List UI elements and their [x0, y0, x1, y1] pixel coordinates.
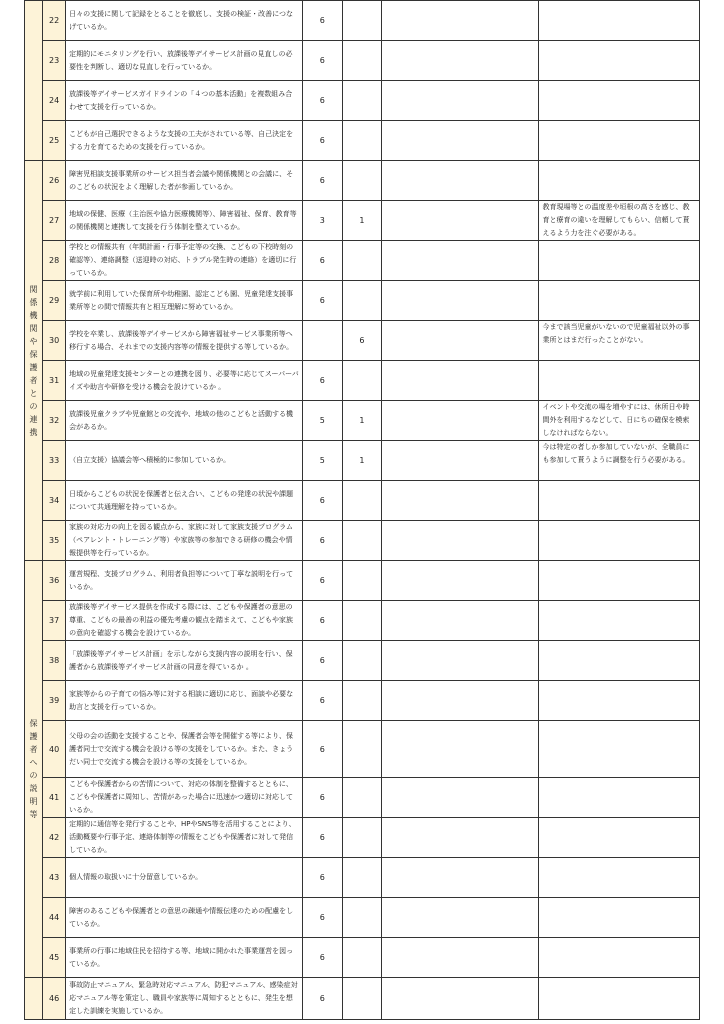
- item-number: 46: [43, 978, 66, 1020]
- remark-cell: [539, 898, 700, 938]
- yes-count: 6: [302, 241, 342, 281]
- unknown-cell: [382, 441, 539, 481]
- no-count: [342, 858, 381, 898]
- yes-count: 6: [302, 641, 342, 681]
- item-number: 44: [43, 898, 66, 938]
- remark-cell: [539, 641, 700, 681]
- unknown-cell: [382, 818, 539, 858]
- remark-cell: [539, 938, 700, 978]
- item-number: 32: [43, 401, 66, 441]
- item-text: 定期的にモニタリングを行い、放課後等デイサービス計画の見直しの必要性を判断し、適切な見直しを行っているか。: [66, 41, 303, 81]
- no-count: [342, 281, 381, 321]
- unknown-cell: [382, 721, 539, 778]
- table-row: [25, 818, 700, 858]
- no-count: [342, 41, 381, 81]
- unknown-cell: [382, 938, 539, 978]
- remark-cell: 今は特定の者しか参加していないが、全職員にも参加して貰うように調整を行う必要がある。: [539, 441, 700, 481]
- table-row: [25, 898, 700, 938]
- no-count: [342, 481, 381, 521]
- item-text: 就学前に利用していた保育所や幼稚園、認定こども園、児童発達支援事業所等との間で情報共有と相互理解に努めているか。: [66, 281, 303, 321]
- table-row: [25, 721, 700, 778]
- item-number: 22: [43, 1, 66, 41]
- unknown-cell: [382, 41, 539, 81]
- yes-count: 6: [302, 938, 342, 978]
- item-number: 45: [43, 938, 66, 978]
- table-row: [25, 161, 700, 201]
- table-row: [25, 1, 700, 41]
- item-number: 31: [43, 361, 66, 401]
- remark-cell: 教育現場等との温度差や垣根の高さを感じ、教育と療育の違いを理解してもらい、信頼して貰えるよう力を注ぐ必要がある。: [539, 201, 700, 241]
- table-row: [25, 441, 700, 481]
- item-text: 「放課後等デイサービス計画」を示しながら支援内容の説明を行い、保護者から放課後等デイサービス計画の同意を得ているか 。: [66, 641, 303, 681]
- item-number: 28: [43, 241, 66, 281]
- remark-cell: [539, 121, 700, 161]
- unknown-cell: [382, 281, 539, 321]
- category-label: 保護者への説明等: [29, 719, 38, 819]
- table-row: [25, 521, 700, 561]
- item-number: 29: [43, 281, 66, 321]
- table-row: [25, 681, 700, 721]
- item-number: 41: [43, 778, 66, 818]
- no-count: [342, 641, 381, 681]
- yes-count: 5: [302, 401, 342, 441]
- item-number: 38: [43, 641, 66, 681]
- item-number: 34: [43, 481, 66, 521]
- remark-cell: [539, 41, 700, 81]
- remark-cell: イベントや交流の場を増やすには、休所日や時間外を利用するなどして、日にちの確保を模索しなければならない。: [539, 401, 700, 441]
- no-count: [342, 898, 381, 938]
- remark-cell: [539, 241, 700, 281]
- item-number: 27: [43, 201, 66, 241]
- unknown-cell: [382, 201, 539, 241]
- no-count: [342, 818, 381, 858]
- unknown-cell: [382, 858, 539, 898]
- item-text: （自立支援）協議会等へ積極的に参加しているか。: [66, 441, 303, 481]
- remark-cell: [539, 681, 700, 721]
- item-text: 定期的に通信等を発行することや、HPやSNS等を活用することにより、活動概要や行事予定、連絡体制等の情報をこどもや保護者に対して発信しているか。: [66, 818, 303, 858]
- remark-cell: [539, 778, 700, 818]
- no-count: [342, 721, 381, 778]
- item-text: 障害児相談支援事業所のサービス担当者会議や関係機関との会議に、そのこどもの状況をよく理解した者が参画しているか。: [66, 161, 303, 201]
- remark-cell: [539, 721, 700, 778]
- unknown-cell: [382, 361, 539, 401]
- item-text: 学校との情報共有（年間計画・行事予定等の交換、こどもの下校時刻の確認等）、連絡調整（送迎時の対応、トラブル発生時の連絡）を適切に行っているか。: [66, 241, 303, 281]
- table-row: [25, 561, 700, 601]
- item-number: 24: [43, 81, 66, 121]
- no-count: 1: [342, 201, 381, 241]
- table-row: [25, 938, 700, 978]
- yes-count: 6: [302, 561, 342, 601]
- table-row: [25, 121, 700, 161]
- unknown-cell: [382, 521, 539, 561]
- yes-count: 6: [302, 978, 342, 1020]
- no-count: [342, 521, 381, 561]
- unknown-cell: [382, 81, 539, 121]
- no-count: [342, 121, 381, 161]
- no-count: 1: [342, 441, 381, 481]
- item-text: 日頃からこどもの状況を保護者と伝え合い、こどもの発達の状況や課題について共通理解を持っているか。: [66, 481, 303, 521]
- item-number: 37: [43, 601, 66, 641]
- unknown-cell: [382, 978, 539, 1020]
- no-count: [342, 601, 381, 641]
- yes-count: 6: [302, 1, 342, 41]
- no-count: [342, 561, 381, 601]
- remark-cell: [539, 858, 700, 898]
- remark-cell: [539, 521, 700, 561]
- unknown-cell: [382, 601, 539, 641]
- table-row: [25, 41, 700, 81]
- no-count: 1: [342, 401, 381, 441]
- category-cell-setsumei: [25, 561, 43, 978]
- item-text: 放課後等デイサービス提供を作成する際には、こどもや保護者の意思の尊重、こどもの最善の利益の優先考慮の観点を踏まえて、こどもや家族の意向を確認する機会を設けているか。: [66, 601, 303, 641]
- item-text: 事故防止マニュアル、緊急時対応マニュアル、防犯マニュアル、感染症対応マニュアル等を策定し、職員や家族等に周知するとともに、発生を想定した訓練を実施しているか。: [66, 978, 303, 1020]
- table-row: [25, 601, 700, 641]
- item-number: 40: [43, 721, 66, 778]
- remark-cell: [539, 161, 700, 201]
- item-number: 35: [43, 521, 66, 561]
- item-text: 日々の支援に関して記録をとることを徹底し、支援の検証・改善につなげているか。: [66, 1, 303, 41]
- item-number: 42: [43, 818, 66, 858]
- item-text: 事業所の行事に地域住民を招待する等、地域に開かれた事業運営を図っているか。: [66, 938, 303, 978]
- remark-cell: [539, 361, 700, 401]
- no-count: [342, 978, 381, 1020]
- item-text: 放課後児童クラブや児童館との交流や、地域の他のこどもと活動する機会があるか。: [66, 401, 303, 441]
- yes-count: 6: [302, 721, 342, 778]
- unknown-cell: [382, 121, 539, 161]
- yes-count: 6: [302, 818, 342, 858]
- no-count: [342, 681, 381, 721]
- yes-count: 5: [302, 441, 342, 481]
- self-evaluation-table: [24, 0, 700, 1020]
- item-text: 放課後等デイサービスガイドラインの「４つの基本活動」を複数組み合わせて支援を行っているか。: [66, 81, 303, 121]
- yes-count: 6: [302, 778, 342, 818]
- yes-count: 3: [302, 201, 342, 241]
- yes-count: 6: [302, 481, 342, 521]
- yes-count: 6: [302, 521, 342, 561]
- no-count: [342, 778, 381, 818]
- remark-cell: [539, 601, 700, 641]
- item-number: 36: [43, 561, 66, 601]
- item-text: 運営規程、支援プログラム、利用者負担等について丁寧な説明を行っているか。: [66, 561, 303, 601]
- item-number: 26: [43, 161, 66, 201]
- unknown-cell: [382, 681, 539, 721]
- table-row: [25, 81, 700, 121]
- no-count: [342, 161, 381, 201]
- yes-count: 6: [302, 858, 342, 898]
- table-row: [25, 978, 700, 1020]
- category-cell-support: [25, 1, 43, 161]
- table-row: [25, 241, 700, 281]
- category-cell-renkei: [25, 161, 43, 561]
- item-text: こどもが自己選択できるような支援の工夫がされている等、自己決定をする力を育てるための支援を行っているか。: [66, 121, 303, 161]
- unknown-cell: [382, 641, 539, 681]
- yes-count: 6: [302, 81, 342, 121]
- item-text: 父母の会の活動を支援することや、保護者会等を開催する等により、保護者同士で交流する機会を設ける等の支援をしているか。また、きょうだい同士で交流する機会を設ける等の支援をしているか。: [66, 721, 303, 778]
- table-row: [25, 401, 700, 441]
- remark-cell: [539, 561, 700, 601]
- table-row: [25, 778, 700, 818]
- no-count: [342, 1, 381, 41]
- no-count: [342, 241, 381, 281]
- table-row: [25, 858, 700, 898]
- yes-count: 6: [302, 41, 342, 81]
- yes-count: 6: [302, 898, 342, 938]
- category-label: 関係機関や保護者との連携: [29, 284, 38, 437]
- yes-count: 6: [302, 361, 342, 401]
- table-row: [25, 641, 700, 681]
- item-text: 障害のあるこどもや保護者との意思の疎通や情報伝達のための配慮をしているか。: [66, 898, 303, 938]
- unknown-cell: [382, 778, 539, 818]
- yes-count: 6: [302, 681, 342, 721]
- table-row: [25, 201, 700, 241]
- yes-count: 6: [302, 601, 342, 641]
- item-number: 39: [43, 681, 66, 721]
- unknown-cell: [382, 561, 539, 601]
- no-count: [342, 361, 381, 401]
- yes-count: 6: [302, 281, 342, 321]
- unknown-cell: [382, 481, 539, 521]
- yes-count: [302, 321, 342, 361]
- remark-cell: [539, 81, 700, 121]
- unknown-cell: [382, 1, 539, 41]
- unknown-cell: [382, 401, 539, 441]
- item-text: こどもや保護者からの苦情について、対応の体制を整備するとともに、こどもや保護者に周知し、苦情があった場合に迅速かつ適切に対応しているか。: [66, 778, 303, 818]
- item-text: 家族等からの子育ての悩み等に対する相談に適切に応じ、面談や必要な助言と支援を行っているか。: [66, 681, 303, 721]
- item-text: 地域の児童発達支援センターとの連携を図り、必要等に応じてスーパーバイズや助言や研修を受ける機会を設けているか 。: [66, 361, 303, 401]
- item-text: 個人情報の取扱いに十分留意しているか。: [66, 858, 303, 898]
- remark-cell: 今まで該当児童がいないので児童福祉以外の事業所とはまだ行ったことがない。: [539, 321, 700, 361]
- unknown-cell: [382, 161, 539, 201]
- table-row: [25, 481, 700, 521]
- yes-count: 6: [302, 121, 342, 161]
- item-number: 33: [43, 441, 66, 481]
- category-cell-next: [25, 978, 43, 1020]
- remark-cell: [539, 818, 700, 858]
- remark-cell: [539, 481, 700, 521]
- table-row: [25, 321, 700, 361]
- unknown-cell: [382, 321, 539, 361]
- remark-cell: [539, 1, 700, 41]
- item-text: 学校を卒業し、放課後等デイサービスから障害福祉サービス事業所等へ移行する場合、それまでの支援内容等の情報を提供する等しているか。: [66, 321, 303, 361]
- table-row: [25, 361, 700, 401]
- item-number: 43: [43, 858, 66, 898]
- no-count: [342, 81, 381, 121]
- remark-cell: [539, 281, 700, 321]
- item-text: 家族の対応力の向上を図る観点から、家族に対して家族支援プログラム（ペアレント・トレーニング等）や家族等の参加できる研修の機会や情報提供等を行っているか。: [66, 521, 303, 561]
- no-count: [342, 938, 381, 978]
- item-text: 地域の保健、医療（主治医や協力医療機関等）、障害福祉、保育、教育等の関係機関と連携して支援を行う体制を整えているか。: [66, 201, 303, 241]
- remark-cell: [539, 978, 700, 1020]
- table-row: [25, 281, 700, 321]
- unknown-cell: [382, 898, 539, 938]
- item-number: 30: [43, 321, 66, 361]
- unknown-cell: [382, 241, 539, 281]
- yes-count: 6: [302, 161, 342, 201]
- item-number: 23: [43, 41, 66, 81]
- item-number: 25: [43, 121, 66, 161]
- no-count: 6: [342, 321, 381, 361]
